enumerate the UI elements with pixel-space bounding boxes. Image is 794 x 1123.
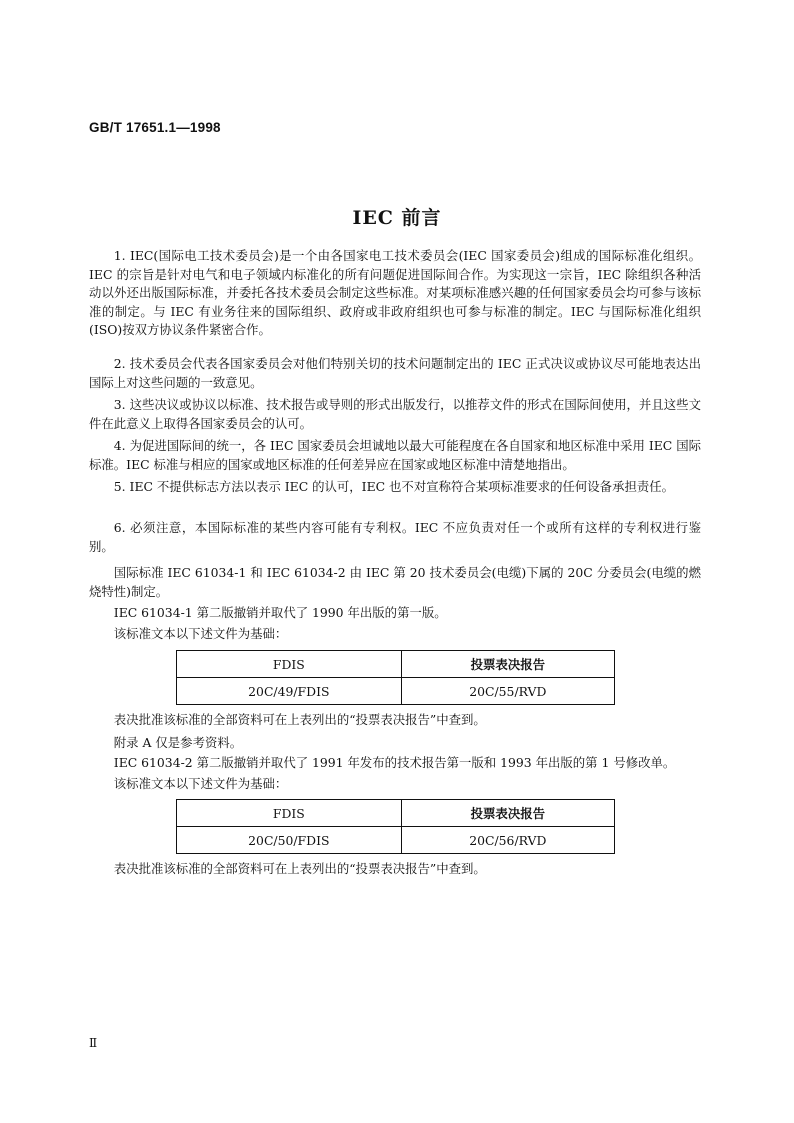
table-header-row [177,800,615,827]
voting-table-2 [176,799,615,854]
paragraph-drafting-committee: 国际标准 IEC 61034-1 和 IEC 61034-2 由 IEC 第 20 技术委员会(电缆)下属的 20C 分委员会(电缆的燃烧特性)制定。 [89,565,701,599]
paragraph-edition-note-1: IEC 61034-1 第二版撤销并取代了 1990 年出版的第一版。 [113,605,447,620]
standard-number: GB/T 17651.1—1998 [89,120,221,135]
table-cell: 20C/56/RVD [401,827,614,854]
table-row [177,678,615,705]
table-header-cell: 投票表决报告 [401,651,614,678]
table-header-cell: FDIS [177,651,402,678]
paragraph-4: 4. 为促进国际间的统一，各 IEC 国家委员会坦诚地以最大可能程度在各自国家和地区标准中采用 IEC 国际标准。IEC 标准与相应的国家或地区标准的任何差异应在国家或地区标准中清楚地指出。 [89,438,701,472]
paragraph-5: 5. IEC 不提供标志方法以表示 IEC 的认可，IEC 也不对宣称符合某项标准要求的任何设备承担责任。 [113,479,675,494]
table-row [177,827,615,854]
table-cell: 20C/49/FDIS [177,678,402,705]
paragraph-voting-note-1: 表决批准该标准的全部资料可在上表列出的“投票表决报告”中查到。 [113,712,486,727]
paragraph-annex-note: 附录 A 仅是参考资料。 [113,735,243,750]
paragraph-basis-intro-2: 该标准文本以下述文件为基础： [113,776,288,791]
paragraph-edition-note-2: IEC 61034-2 第二版撤销并取代了 1991 年发布的技术报告第一版和 1993 年出版的第 1 号修改单。 [113,755,676,770]
table-cell: 20C/55/RVD [401,678,614,705]
table-header-cell: FDIS [177,800,402,827]
paragraph-basis-intro-1: 该标准文本以下述文件为基础： [113,626,288,641]
page-title: IEC 前言 [352,207,442,229]
paragraph-1: 1. IEC(国际电工技术委员会)是一个由各国家电工技术委员会(IEC 国家委员会)组成的国际标准化组织。IEC 的宗旨是针对电气和电子领域内标准化的所有问题促进国际间合作。为实现这一宗旨，IEC 除组织各种活动以外还出版国际标准，并委托各技术委员会制定这些标准。对某项标准感兴趣的任何国家委员会均可参与该标准的制定。与 IEC 有业务往来的国际组织、政府或非政府组织也可参与标准的制定。IEC 与国际标准化组织(ISO)按双方协议条件紧密合作。 [89,248,701,337]
table-header-row [177,651,615,678]
paragraph-6: 6. 必须注意，本国际标准的某些内容可能有专利权。IEC 不应负责对任一个或所有这样的专利权进行鉴别。 [89,520,701,554]
voting-table-1 [176,650,615,705]
table-cell: 20C/50/FDIS [177,827,402,854]
paragraph-3: 3. 这些决议或协议以标准、技术报告或导则的形式出版发行，以推荐文件的形式在国际间使用，并且这些文件在此意义上取得各国家委员会的认可。 [89,397,701,431]
paragraph-2: 2. 技术委员会代表各国家委员会对他们特别关切的技术问题制定出的 IEC 正式决议或协议尽可能地表达出国际上对这些问题的一致意见。 [89,356,701,390]
paragraph-voting-note-2: 表决批准该标准的全部资料可在上表列出的“投票表决报告”中查到。 [113,861,486,876]
page-number: Ⅱ [89,1036,97,1050]
table-header-cell: 投票表决报告 [401,800,614,827]
